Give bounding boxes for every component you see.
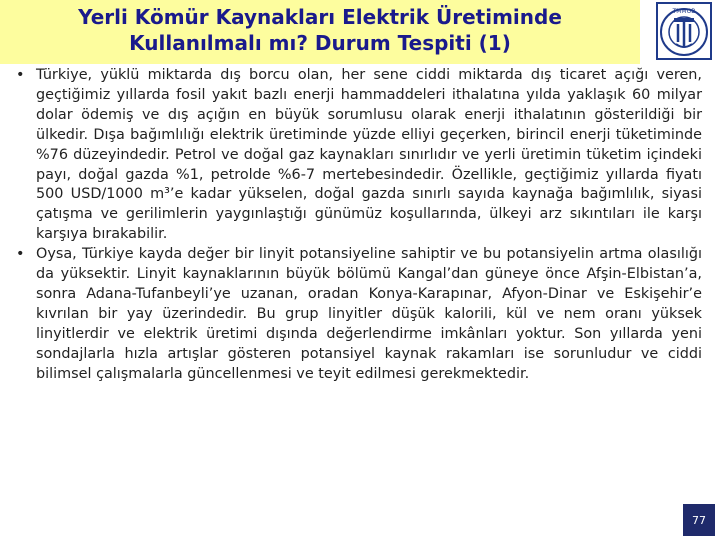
bullet-marker: •: [16, 67, 25, 83]
page-number: 77: [692, 513, 706, 527]
slide-title-line-2: Kullanılmalı mı? Durum Tespiti (1): [129, 31, 511, 55]
bullet-text: Oysa, Türkiye kayda değer bir linyit potansiyeline sahiptir ve bu potansiyelin artma olasılığı da yüksektir. Linyit kaynaklarının büyük bölümü Kangal’dan güneye önce Afşin-Elbistan’a, sonra Adana-Tufanbeyli’ye uzanan, oradan Konya-Karapınar, Afyon-Dinar ve Eskişehir’e kıvrılan bir yay üzerindedir. Bu grup linyitler düşük kalorili, kül ve nem oranı yüksek linyitlerdir ve elektrik üretimi dışında değerlendirme imkânları yoktur. Son yıllarda yeni sondajlarla hızla artışlar gösteren potansiyel kaynak rakamları ise sorunludur ve ciddi bilimsel çalışmalarla güncellenmesi ve teyit edilmesi gerekmektedir.: [36, 246, 702, 382]
bullet-marker: •: [16, 246, 25, 263]
page-number-badge: [683, 504, 715, 536]
tmmob-logo-icon: [656, 2, 712, 60]
bullet-text: Türkiye, yüklü miktarda dış borcu olan, her sene ciddi miktarda dış ticaret açığı veren, geçtiğimiz yıllarda fosil yakıt bazlı enerji hammaddeleri ithalatına yılda yaklaşık 60 milyar dolar ödemiş ve dış açığın en büyük sorumlusu olarak enerji ithalatının gösterildiği bir ülkedir. Dışa bağımlılığı elektrik üretiminde yüzde elliyi geçerken, birincil enerji tüketiminde %76 düzeyindedir. Petrol ve doğal gaz kaynakları sınırlıdır ve yerli üretimin tüketim içindeki payı, doğal gazda %1, petrolde %6-7 mertebesindedir. Özellikle, geçtiğimiz yıllarda fiyatı 500 USD/1000 m³’e kadar yükselen, doğal gazda sınırlı sayıda kaynağa bağımlılık, siyasi çatışma ve gerilimlerin yaygınlaştığı günümüz koşullarında, ülkeyi arz sıkıntıları ile karşı karşıya bırakabilir.: [36, 67, 702, 243]
slide-title-line-1: Yerli Kömür Kaynakları Elektrik Üretiminde: [78, 5, 562, 29]
logo-text: TMMOB: [672, 8, 696, 15]
bullet-item: [16, 245, 702, 384]
bullet-item: [16, 66, 702, 245]
logo-emblem: [656, 2, 712, 60]
slide-body: [16, 66, 702, 385]
slide-title: [0, 4, 640, 56]
